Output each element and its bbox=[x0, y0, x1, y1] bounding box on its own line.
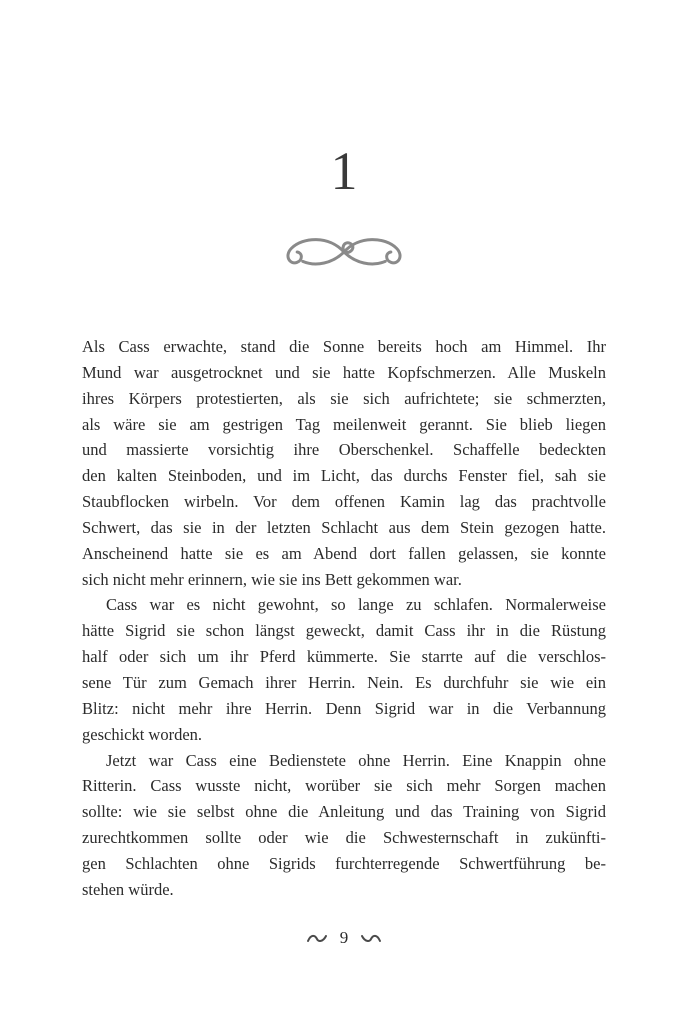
text-line: geschickt worden. bbox=[82, 724, 203, 744]
text-line: Ritterin. Cass wusste nicht, worüber sie sich mehr Sorgen machen bbox=[82, 776, 606, 796]
text-line: Anscheinend hatte sie es am Abend dort fallen gelassen, sie konnte bbox=[82, 543, 606, 563]
text-line: Als Cass erwachte, stand die Sonne bereits hoch am Himmel. Ihr bbox=[82, 337, 606, 356]
text-line: Mund war ausgetrocknet und sie hatte Kopfschmerzen. Alle Muskeln bbox=[82, 362, 606, 382]
text-line: als wäre sie am gestrigen Tag meilenweit gerannt. Sie blieb liegen bbox=[82, 414, 606, 434]
text-line: Cass war es nicht gewohnt, so lange zu schlafen. Normalerweise bbox=[106, 595, 606, 615]
text-line: sene Tür zum Gemach ihrer Herrin. Nein. Es durchfuhr sie wie ein bbox=[82, 672, 606, 692]
text-line: sollte: wie sie selbst ohne die Anleitung und das Training von Sigrid bbox=[82, 802, 606, 822]
text-line: half oder sich um ihr Pferd kümmerte. Sie starrte auf die verschlos- bbox=[82, 647, 606, 667]
text-line: gen Schlachten ohne Sigrids furchterregende Schwertführung be- bbox=[82, 853, 606, 873]
text-line: Jetzt war Cass eine Bedienstete ohne Herrin. Eine Knappin ohne bbox=[106, 750, 606, 770]
page-number: 9 bbox=[339, 928, 349, 947]
footer-flourish-right-icon bbox=[360, 932, 382, 944]
paragraph bbox=[82, 334, 606, 592]
text-line: ihres Körpers protestierten, als sie sich aufrichtete; sie schmerzten, bbox=[82, 388, 606, 408]
text-line: Staubflocken wirbeln. Vor dem offenen Kamin lag das prachtvolle bbox=[82, 492, 606, 512]
text-line: Schwert, das sie in der letzten Schlacht aus dem Stein gezogen hatte. bbox=[82, 517, 606, 537]
text-line: und massierte vorsichtig ihre Oberschenkel. Schaffelle bedeckten bbox=[82, 440, 606, 460]
text-line: sich nicht mehr erinnern, wie sie ins Bett gekommen war. bbox=[82, 569, 462, 589]
footer-flourish-left-icon bbox=[306, 932, 328, 944]
text-line: stehen würde. bbox=[82, 879, 174, 899]
body-text bbox=[82, 334, 606, 903]
chapter-number: 1 bbox=[330, 141, 358, 201]
text-line: den kalten Steinboden, und im Licht, das durchs Fenster fiel, sah sie bbox=[82, 466, 606, 486]
footer bbox=[0, 928, 688, 948]
text-line: Blitz: nicht mehr ihre Herrin. Denn Sigrid war in die Verbannung bbox=[82, 698, 606, 718]
text-line: zurechtkommen sollte oder wie die Schwesternschaft in zukünfti- bbox=[82, 828, 606, 848]
text-line: hätte Sigrid sie schon längst geweckt, damit Cass ihr in die Rüstung bbox=[82, 621, 606, 641]
chapter-ornament bbox=[0, 228, 688, 276]
flourish-ornament-icon bbox=[269, 228, 419, 276]
paragraph bbox=[82, 592, 606, 747]
paragraph bbox=[82, 748, 606, 903]
